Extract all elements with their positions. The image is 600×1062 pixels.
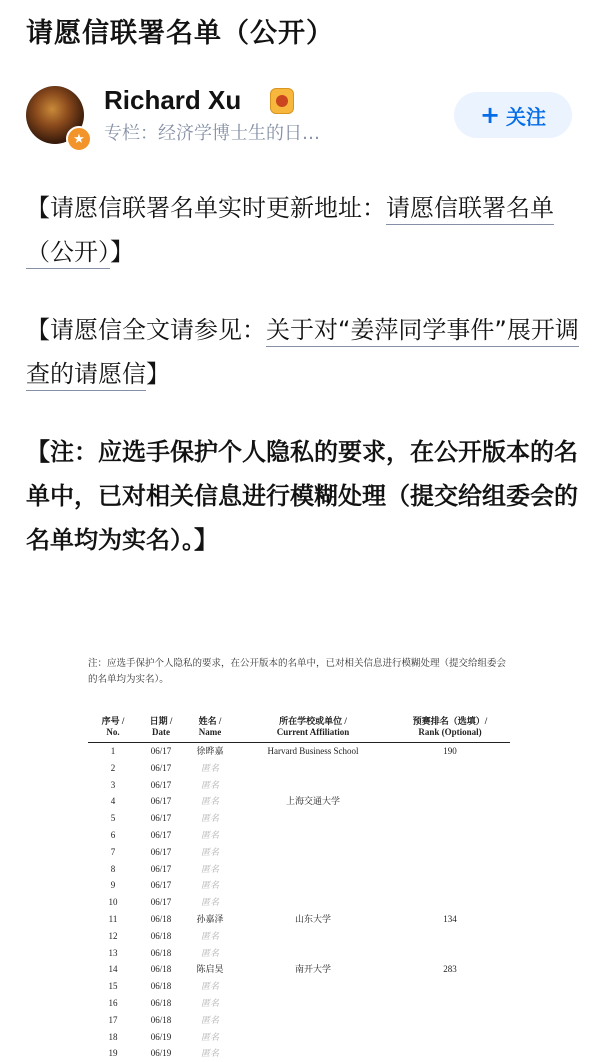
header-name: 姓名 / Name bbox=[198, 716, 222, 737]
row-affiliation: 南开大学 bbox=[294, 964, 331, 975]
row-number: 4 bbox=[110, 796, 116, 807]
table-row bbox=[88, 777, 510, 794]
table-row bbox=[88, 844, 510, 861]
row-name: 匿名 bbox=[200, 813, 219, 824]
row-date: 06/18 bbox=[150, 981, 172, 992]
row-number: 19 bbox=[108, 1048, 118, 1059]
table-row bbox=[88, 743, 510, 760]
row-name: 匿名 bbox=[200, 997, 219, 1008]
row-number: 17 bbox=[108, 1014, 118, 1025]
row-number: 14 bbox=[108, 964, 118, 975]
row-number: 7 bbox=[110, 846, 116, 857]
author-header bbox=[26, 86, 576, 146]
row-date: 06/17 bbox=[150, 813, 172, 824]
row-name: 匿名 bbox=[200, 930, 219, 941]
row-date: 06/17 bbox=[150, 846, 172, 857]
author-name[interactable]: Richard Xu bbox=[104, 85, 242, 115]
table-row bbox=[88, 1045, 510, 1062]
row-number: 15 bbox=[108, 981, 118, 992]
table-row bbox=[88, 793, 510, 810]
row-name: 匿名 bbox=[200, 762, 219, 773]
row-number: 9 bbox=[110, 880, 116, 891]
row-name: 陈启昊 bbox=[196, 964, 224, 975]
table-row bbox=[88, 1012, 510, 1029]
table-row bbox=[88, 810, 510, 827]
row-number: 18 bbox=[108, 1031, 118, 1042]
table-row bbox=[88, 961, 510, 978]
privacy-note: 【注：应选手保护个人隐私的要求，在公开版本的名单中，已对相关信息进行模糊处理（提交给组委会的名单均为实名）。】 bbox=[26, 438, 578, 554]
row-number: 10 bbox=[108, 897, 118, 908]
row-number: 12 bbox=[108, 930, 118, 941]
row-date: 06/17 bbox=[150, 796, 172, 807]
header-no: 序号 / No. bbox=[101, 716, 125, 737]
row-date: 06/19 bbox=[150, 1031, 172, 1042]
row-date: 06/17 bbox=[150, 779, 172, 790]
row-name: 匿名 bbox=[200, 846, 219, 857]
row-name: 匿名 bbox=[200, 1031, 219, 1042]
row-number: 8 bbox=[110, 863, 116, 874]
table-row bbox=[88, 894, 510, 911]
row-name: 匿名 bbox=[200, 796, 219, 807]
paragraph-text: 】 bbox=[146, 360, 170, 388]
paragraph-letter-link bbox=[26, 308, 581, 396]
row-date: 06/17 bbox=[150, 746, 172, 756]
row-date: 06/18 bbox=[150, 997, 172, 1008]
table-row bbox=[88, 760, 510, 777]
row-name: 匿名 bbox=[200, 880, 219, 891]
row-name: 匿名 bbox=[200, 981, 219, 992]
row-number: 13 bbox=[108, 947, 118, 958]
row-date: 06/17 bbox=[150, 880, 172, 891]
table-body bbox=[88, 743, 510, 1062]
letter-link[interactable]: 关于对“姜萍同学事件”展开调查的请愿信 bbox=[26, 316, 579, 391]
row-name: 匿名 bbox=[200, 897, 219, 908]
table-row bbox=[88, 877, 510, 894]
table-row bbox=[88, 827, 510, 844]
row-number: 11 bbox=[108, 913, 118, 924]
table-row bbox=[88, 945, 510, 962]
row-number: 5 bbox=[110, 813, 116, 824]
row-date: 06/18 bbox=[150, 947, 172, 958]
row-number: 2 bbox=[110, 762, 116, 773]
follow-label: 关注 bbox=[506, 104, 547, 129]
paragraph-list-link bbox=[26, 186, 581, 274]
row-date: 06/17 bbox=[150, 897, 172, 908]
table-row bbox=[88, 1029, 510, 1046]
table-row bbox=[88, 995, 510, 1012]
row-name: 匿名 bbox=[200, 1048, 219, 1059]
row-date: 06/17 bbox=[150, 829, 172, 840]
header-affiliation: 所在学校或单位 / Current Affiliation bbox=[276, 716, 350, 737]
row-affiliation: Harvard Business School bbox=[267, 746, 359, 756]
table-row bbox=[88, 861, 510, 878]
header-rank: 预赛排名（选填）/ Rank (Optional) bbox=[412, 716, 488, 737]
row-rank: 190 bbox=[443, 746, 457, 756]
list-link[interactable]: 请愿信联署名单 （公开） bbox=[26, 194, 554, 269]
row-date: 06/18 bbox=[150, 964, 172, 975]
signature-table bbox=[88, 714, 510, 1062]
table-row bbox=[88, 978, 510, 995]
header-date: 日期 / Date bbox=[149, 716, 173, 737]
row-name: 徐晔嘉 bbox=[196, 746, 224, 756]
paragraph-text: 【请愿信联署名单实时更新地址： bbox=[26, 194, 386, 222]
table-header bbox=[88, 714, 510, 743]
table-row bbox=[88, 928, 510, 945]
row-name: 匿名 bbox=[200, 1014, 219, 1025]
follow-button[interactable] bbox=[454, 92, 572, 138]
row-affiliation: 山东大学 bbox=[294, 913, 331, 924]
paragraph-text: 】 bbox=[110, 238, 134, 266]
row-number: 3 bbox=[110, 779, 116, 790]
table-row bbox=[88, 911, 510, 928]
row-date: 06/19 bbox=[150, 1048, 172, 1059]
signature-list-image[interactable] bbox=[78, 650, 530, 1059]
row-number: 1 bbox=[110, 746, 116, 756]
row-affiliation: 上海交通大学 bbox=[285, 796, 340, 807]
article-title: 请愿信联署名单（公开） bbox=[26, 18, 334, 49]
star-badge-icon: ★ bbox=[66, 126, 92, 152]
row-date: 06/17 bbox=[150, 863, 172, 874]
row-name: 匿名 bbox=[200, 829, 219, 840]
verified-creator-icon[interactable] bbox=[270, 88, 294, 114]
row-number: 6 bbox=[110, 829, 116, 840]
row-name: 匿名 bbox=[200, 779, 219, 790]
author-column[interactable]: 专栏：经济学博士生的日… bbox=[104, 123, 320, 144]
document-note: 注：应选手保护个人隐私的要求，在公开版本的名单中，已对相关信息进行模糊处理（提交给组委会的名单均为实名）。 bbox=[88, 659, 507, 685]
paragraph-text: 【请愿信全文请参见： bbox=[26, 316, 266, 344]
row-name: 匿名 bbox=[200, 947, 219, 958]
row-rank: 283 bbox=[443, 964, 457, 975]
row-date: 06/17 bbox=[150, 762, 172, 773]
row-date: 06/18 bbox=[150, 913, 172, 924]
row-name: 匿名 bbox=[200, 863, 219, 874]
plus-icon: + bbox=[479, 101, 501, 129]
row-date: 06/18 bbox=[150, 930, 172, 941]
row-rank: 134 bbox=[443, 913, 457, 924]
row-name: 孙嘉泽 bbox=[196, 913, 224, 924]
row-number: 16 bbox=[108, 997, 118, 1008]
row-date: 06/18 bbox=[150, 1014, 172, 1025]
